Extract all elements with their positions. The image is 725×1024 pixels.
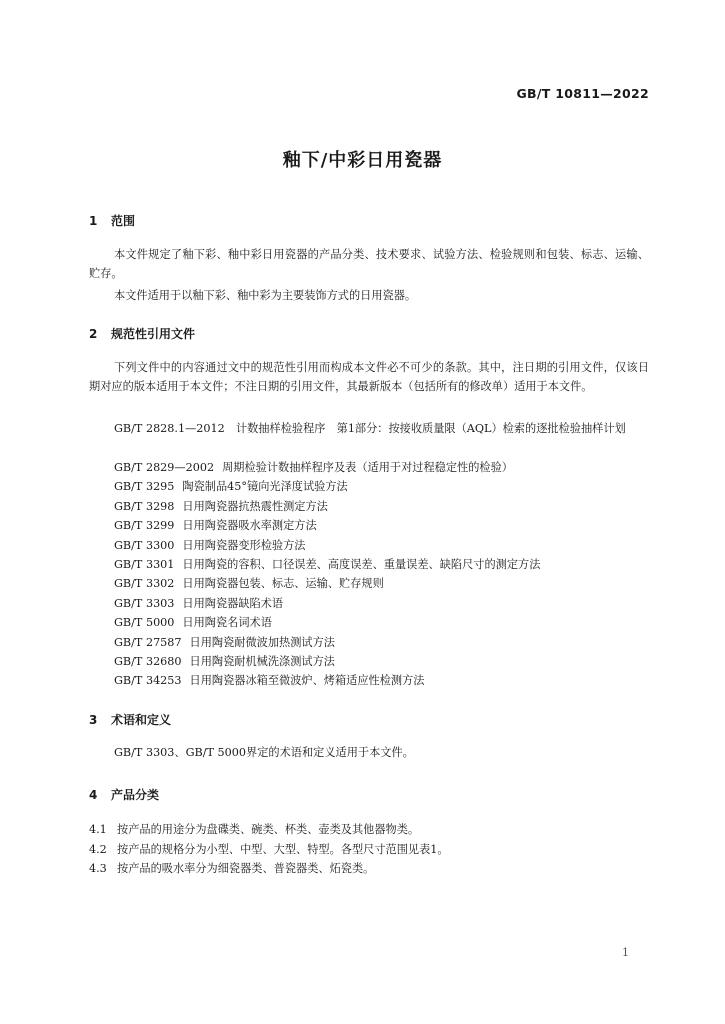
reference-item bbox=[114, 613, 272, 632]
reference-item bbox=[114, 594, 283, 613]
section-heading-scope bbox=[89, 212, 135, 229]
section-number: 2 bbox=[89, 327, 98, 341]
reference-item bbox=[114, 671, 425, 690]
scope-paragraph-2: 本文件适用于以釉下彩、釉中彩为主要装饰方式的日用瓷器。 bbox=[114, 289, 417, 302]
reference-title: 日用陶瓷器吸水率测定方法 bbox=[182, 519, 317, 533]
reference-item bbox=[114, 574, 384, 593]
reference-item bbox=[114, 633, 335, 652]
reference-title: 日用陶瓷器抗热震性测定方法 bbox=[182, 499, 328, 513]
reference-code: GB/T 27587 bbox=[114, 635, 182, 649]
page-number: 1 bbox=[622, 946, 629, 959]
section-heading-terms bbox=[89, 711, 171, 728]
reference-code: GB/T 34253 bbox=[114, 674, 182, 688]
section-title: 范围 bbox=[111, 214, 136, 228]
reference-item bbox=[114, 516, 317, 535]
reference-title: 日用陶瓷耐机械洗涤测试方法 bbox=[189, 655, 335, 668]
reference-code: GB/T 3300 bbox=[114, 538, 175, 552]
reference-title: 日用陶瓷的容积、口径误差、高度误差、重量误差、缺陷尺寸的测定方法 bbox=[182, 558, 541, 571]
reference-item bbox=[114, 555, 540, 574]
reference-code: GB/T 3299 bbox=[114, 519, 175, 533]
reference-code: GB/T 32680 bbox=[114, 655, 182, 668]
clause-text: 按产品的规格分为小型、中型、大型、特型。各型尺寸范围见表1。 bbox=[117, 842, 449, 856]
reference-item bbox=[114, 536, 306, 555]
reference-item bbox=[114, 458, 513, 477]
reference-title: 周期检验计数抽样程序及表（适用于对过程稳定性的检验） bbox=[222, 461, 513, 474]
reference-item bbox=[114, 477, 348, 496]
section-title: 术语和定义 bbox=[111, 713, 172, 727]
reference-code: GB/T 3298 bbox=[114, 499, 175, 513]
scope-paragraph-1: 本文件规定了釉下彩、釉中彩日用瓷器的产品分类、技术要求、试验方法、检验规则和包装、标志、运输、贮存。 bbox=[89, 248, 649, 280]
reference-title: 陶瓷制品45°镜向光泽度试验方法 bbox=[182, 480, 348, 494]
section-title: 产品分类 bbox=[111, 788, 160, 802]
classification-clause bbox=[89, 840, 449, 859]
reference-code: GB/T 5000 bbox=[114, 616, 175, 630]
section-number: 1 bbox=[89, 214, 98, 228]
references-intro: 下列文件中的内容通过文中的规范性引用而构成本文件必不可少的条款。其中，注日期的引用文件，仅该日期对应的版本适用于本文件；不注日期的引用文件，其最新版本（包括所有的修改单）适用于本文件。 bbox=[89, 361, 649, 393]
reference-title: 日用陶瓷器变形检验方法 bbox=[182, 538, 306, 552]
section-title: 规范性引用文件 bbox=[111, 327, 196, 341]
clause-number: 4.1 bbox=[89, 823, 107, 836]
reference-item-first: GB/T 2828.1—2012 计数抽样检验程序 第1部分：按接收质量限（AQL）检索的逐批检验抽样计划 bbox=[114, 422, 626, 435]
reference-code: GB/T 3295 bbox=[114, 480, 175, 494]
clause-text: 按产品的用途分为盘碟类、碗类、杯类、壶类及其他器物类。 bbox=[117, 823, 420, 836]
clause-number: 4.3 bbox=[89, 862, 107, 875]
page-title: 釉下/中彩日用瓷器 bbox=[282, 150, 443, 171]
reference-code: GB/T 2829—2002 bbox=[114, 461, 215, 474]
section-number: 3 bbox=[89, 713, 98, 727]
terms-paragraph: GB/T 3303、GB/T 5000界定的术语和定义适用于本文件。 bbox=[114, 746, 414, 759]
reference-item bbox=[114, 652, 335, 671]
reference-item bbox=[114, 497, 328, 516]
standard-number: GB/T 10811—2022 bbox=[516, 86, 649, 101]
classification-clause bbox=[89, 859, 374, 878]
reference-title: 日用陶瓷耐微波加热测试方法 bbox=[189, 635, 335, 649]
section-number: 4 bbox=[89, 788, 98, 802]
reference-code: GB/T 3301 bbox=[114, 558, 175, 571]
classification-clause bbox=[89, 820, 419, 839]
section-heading-classification bbox=[89, 786, 159, 803]
section-heading-normative-references bbox=[89, 325, 195, 342]
reference-title: 日用陶瓷器缺陷术语 bbox=[182, 596, 284, 610]
clause-text: 按产品的吸水率分为细瓷器类、普瓷器类、炻瓷类。 bbox=[117, 862, 375, 875]
reference-code: GB/T 3302 bbox=[114, 577, 175, 591]
reference-code: GB/T 3303 bbox=[114, 596, 175, 610]
reference-title: 日用陶瓷器冰箱至微波炉、烤箱适应性检测方法 bbox=[189, 674, 425, 688]
reference-title: 日用陶瓷名词术语 bbox=[182, 616, 272, 630]
clause-number: 4.2 bbox=[89, 842, 107, 856]
reference-title: 日用陶瓷器包装、标志、运输、贮存规则 bbox=[182, 577, 384, 591]
